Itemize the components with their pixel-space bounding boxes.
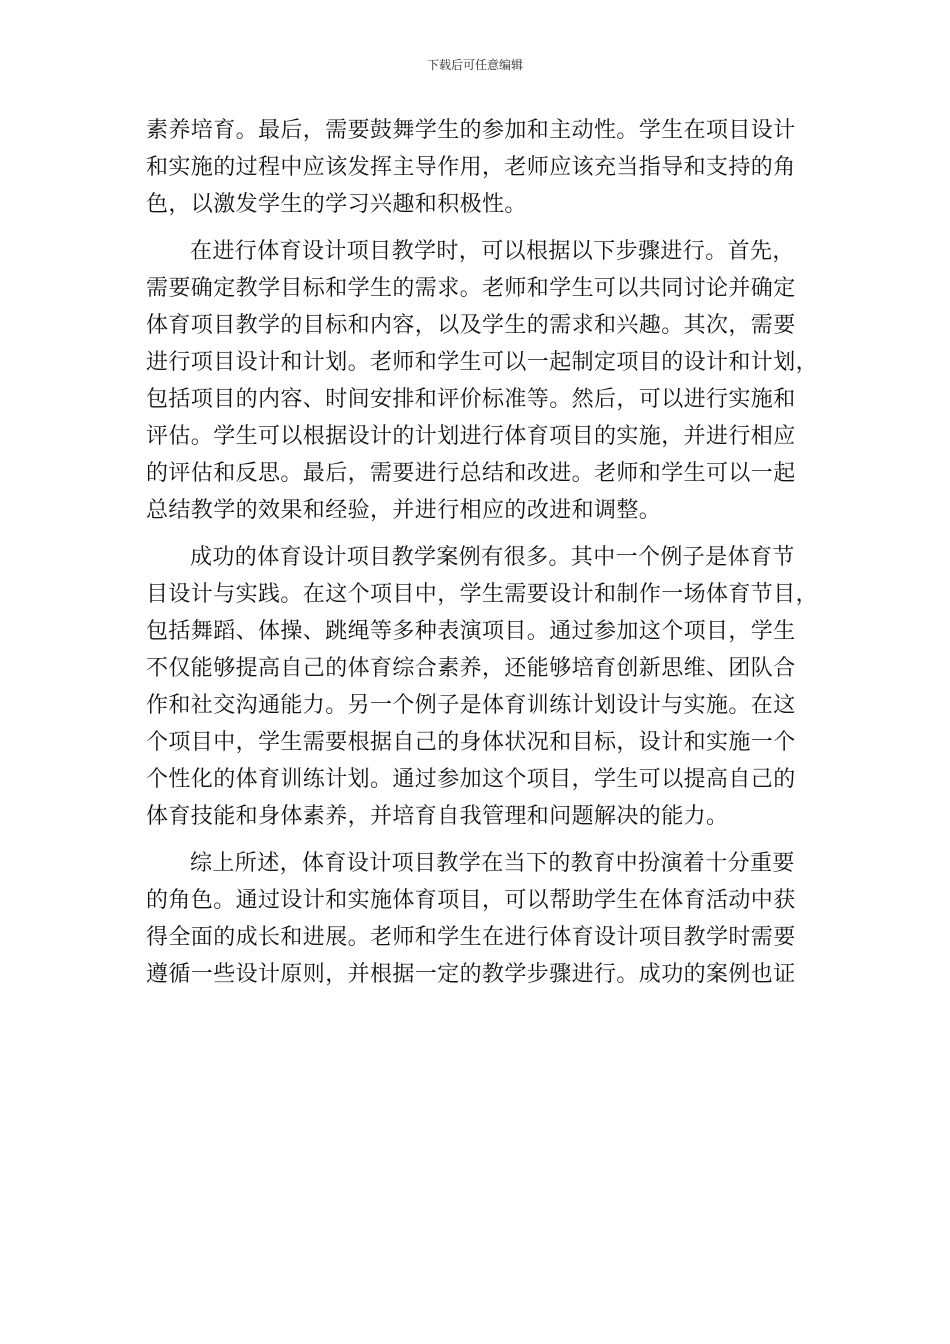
- paragraph-line: 个性化的体育训练计划。通过参加这个项目，学生可以提高自己的: [146, 767, 796, 792]
- paragraph-line: 进行项目设计和计划。老师和学生可以一起制定项目的设计和计划，: [146, 350, 819, 375]
- paragraph-line: 目设计与实践。在这个项目中，学生需要设计和制作一场体育节目，: [146, 582, 819, 607]
- paragraph-line: 体育项目教学的目标和内容，以及学生的需求和兴趣。其次，需要: [146, 313, 796, 338]
- paragraph: [146, 233, 819, 529]
- paragraph-line: 遵循一些设计原则，并根据一定的教学步骤进行。成功的案例也证: [146, 962, 796, 987]
- paragraph-line: 色，以激发学生的学习兴趣和积极性。: [146, 192, 527, 217]
- paragraph-line: 和实施的过程中应该发挥主导作用，老师应该充当指导和支持的角: [146, 155, 796, 180]
- paragraph-line: 包括舞蹈、体操、跳绳等多种表演项目。通过参加这个项目，学生: [146, 619, 796, 644]
- paragraph-line: 个项目中，学生需要根据自己的身体状况和目标，设计和实施一个: [146, 730, 796, 755]
- paragraph-line: 评估。学生可以根据设计的计划进行体育项目的实施，并进行相应: [146, 424, 796, 449]
- paragraph-line: 不仅能够提高自己的体育综合素养，还能够培育创新思维、团队合: [146, 656, 796, 681]
- paragraph-line: 包括项目的内容、时间安排和评价标准等。然后，可以进行实施和: [146, 387, 796, 412]
- paragraph-line: 需要确定教学目标和学生的需求。老师和学生可以共同讨论并确定: [146, 276, 796, 301]
- paragraph-line: 的评估和反思。最后，需要进行总结和改进。老师和学生可以一起: [146, 461, 796, 486]
- paragraph-line: 综上所述，体育设计项目教学在当下的教育中扮演着十分重要: [190, 851, 795, 876]
- paragraph: [146, 845, 806, 993]
- paragraph-gap: [146, 835, 806, 845]
- paragraph-line: 总结教学的效果和经验，并进行相应的改进和调整。: [146, 498, 662, 523]
- paragraph-line: 成功的体育设计项目教学案例有很多。其中一个例子是体育节: [190, 545, 795, 570]
- paragraph-line: 的角色。通过设计和实施体育项目，可以帮助学生在体育活动中获: [146, 888, 796, 913]
- paragraph-line: 在进行体育设计项目教学时，可以根据以下步骤进行。首先，: [190, 239, 795, 264]
- paragraph: [146, 112, 806, 223]
- paragraph-line: 素养培育。最后，需要鼓舞学生的参加和主动性。学生在项目设计: [146, 118, 796, 143]
- paragraph-line: 体育技能和身体素养，并培育自我管理和问题解决的能力。: [146, 804, 729, 829]
- paragraph-line: 作和社交沟通能力。另一个例子是体育训练计划设计与实施。在这: [146, 693, 796, 718]
- paragraph-gap: [146, 223, 806, 233]
- page-header: 下载后可任意编辑: [426, 58, 523, 72]
- body-text: [146, 112, 819, 993]
- paragraph-line: 得全面的成长和进展。老师和学生在进行体育设计项目教学时需要: [146, 925, 796, 950]
- paragraph-gap: [146, 529, 806, 539]
- paragraph: [146, 539, 819, 835]
